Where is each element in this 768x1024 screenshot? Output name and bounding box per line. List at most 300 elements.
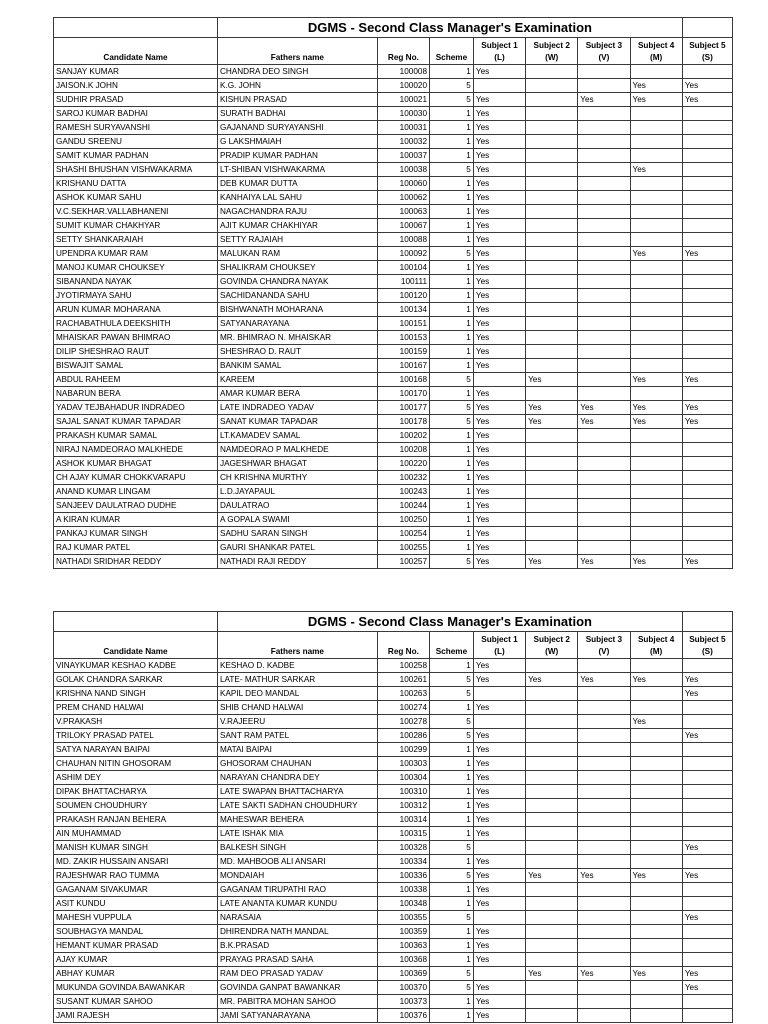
subject-1-cell: Yes bbox=[473, 289, 525, 303]
subject-2-cell bbox=[526, 107, 578, 121]
candidate-name-cell: SANJAY KUMAR bbox=[54, 65, 218, 79]
subject-3-cell bbox=[578, 79, 630, 93]
subject-3-cell: Yes bbox=[578, 415, 630, 429]
table-row bbox=[54, 883, 733, 897]
subject-2-cell bbox=[526, 387, 578, 401]
scheme-cell: 1 bbox=[430, 387, 474, 401]
scheme-cell: 1 bbox=[430, 191, 474, 205]
subject-4-cell bbox=[630, 981, 682, 995]
subject-3-cell: Yes bbox=[578, 93, 630, 107]
candidate-name-cell: RAJ KUMAR PATEL bbox=[54, 541, 218, 555]
reg-no-cell: 100177 bbox=[377, 401, 429, 415]
subject-5-cell: Yes bbox=[682, 841, 732, 855]
subject-3-cell bbox=[578, 65, 630, 79]
subject-2-cell bbox=[526, 701, 578, 715]
subject-3-cell bbox=[578, 527, 630, 541]
table-row bbox=[54, 841, 733, 855]
subject-4-cell bbox=[630, 65, 682, 79]
reg-no-cell: 100336 bbox=[377, 869, 429, 883]
candidate-name-cell: SAJAL SANAT KUMAR TAPADAR bbox=[54, 415, 218, 429]
reg-no-cell: 100312 bbox=[377, 799, 429, 813]
scheme-cell: 1 bbox=[430, 541, 474, 555]
candidate-name-cell: HEMANT KUMAR PRASAD bbox=[54, 939, 218, 953]
subject-2-cell bbox=[526, 331, 578, 345]
subject-3-cell bbox=[578, 387, 630, 401]
candidate-name-cell: ASHOK KUMAR BHAGAT bbox=[54, 457, 218, 471]
subject-code: (W) bbox=[545, 647, 559, 656]
subject-4-cell bbox=[630, 429, 682, 443]
fathers-name-cell: SACHIDANANDA SAHU bbox=[217, 289, 377, 303]
subject-2-cell bbox=[526, 149, 578, 163]
subject-4-cell bbox=[630, 701, 682, 715]
table-row bbox=[54, 79, 733, 93]
subject-2-cell bbox=[526, 65, 578, 79]
reg-no-cell: 100067 bbox=[377, 219, 429, 233]
candidate-name-cell: GAGANAM SIVAKUMAR bbox=[54, 883, 218, 897]
fathers-name-cell: LATE ANANTA KUMAR KUNDU bbox=[217, 897, 377, 911]
subject-5-cell bbox=[682, 135, 732, 149]
header-subject-1 bbox=[473, 632, 525, 659]
subject-4-cell bbox=[630, 1009, 682, 1023]
subject-4-cell bbox=[630, 191, 682, 205]
candidate-name-cell: CH AJAY KUMAR CHOKKVARAPU bbox=[54, 471, 218, 485]
fathers-name-cell: GAURI SHANKAR PATEL bbox=[217, 541, 377, 555]
subject-2-cell bbox=[526, 345, 578, 359]
candidate-table bbox=[53, 611, 733, 1023]
fathers-name-cell: LT.KAMADEV SAMAL bbox=[217, 429, 377, 443]
subject-3-cell bbox=[578, 897, 630, 911]
fathers-name-cell: PRADIP KUMAR PADHAN bbox=[217, 149, 377, 163]
subject-5-cell bbox=[682, 743, 732, 757]
subject-5-cell bbox=[682, 499, 732, 513]
scheme-cell: 5 bbox=[430, 163, 474, 177]
header-subject-3 bbox=[578, 632, 630, 659]
subject-2-cell bbox=[526, 429, 578, 443]
subject-2-cell: Yes bbox=[526, 869, 578, 883]
fathers-name-cell: RAM DEO PRASAD YADAV bbox=[217, 967, 377, 981]
subject-1-cell: Yes bbox=[473, 135, 525, 149]
scheme-cell: 1 bbox=[430, 925, 474, 939]
subject-1-cell: Yes bbox=[473, 729, 525, 743]
subject-4-cell: Yes bbox=[630, 555, 682, 569]
table-row bbox=[54, 135, 733, 149]
subject-3-cell bbox=[578, 135, 630, 149]
subject-1-cell: Yes bbox=[473, 331, 525, 345]
subject-5-cell: Yes bbox=[682, 93, 732, 107]
subject-1-cell: Yes bbox=[473, 163, 525, 177]
subject-code: (M) bbox=[650, 53, 663, 62]
fathers-name-cell: KANHAIYA LAL SAHU bbox=[217, 191, 377, 205]
table-row bbox=[54, 897, 733, 911]
scheme-cell: 1 bbox=[430, 331, 474, 345]
subject-3-cell bbox=[578, 813, 630, 827]
scheme-cell: 1 bbox=[430, 429, 474, 443]
subject-1-cell bbox=[473, 373, 525, 387]
subject-1-cell: Yes bbox=[473, 275, 525, 289]
subject-2-cell bbox=[526, 757, 578, 771]
exam-table-1 bbox=[53, 17, 733, 569]
subject-4-cell bbox=[630, 785, 682, 799]
fathers-name-cell: DEB KUMAR DUTTA bbox=[217, 177, 377, 191]
subject-3-cell: Yes bbox=[578, 555, 630, 569]
table-row bbox=[54, 121, 733, 135]
subject-3-cell bbox=[578, 275, 630, 289]
scheme-cell: 1 bbox=[430, 317, 474, 331]
candidate-name-cell: DIPAK BHATTACHARYA bbox=[54, 785, 218, 799]
subject-5-cell bbox=[682, 359, 732, 373]
subject-1-cell: Yes bbox=[473, 485, 525, 499]
table-row bbox=[54, 967, 733, 981]
subject-2-cell bbox=[526, 541, 578, 555]
scheme-cell: 1 bbox=[430, 149, 474, 163]
fathers-name-cell: CHANDRA DEO SINGH bbox=[217, 65, 377, 79]
scheme-cell: 1 bbox=[430, 701, 474, 715]
candidate-name-cell: MANISH KUMAR SINGH bbox=[54, 841, 218, 855]
candidate-name-cell: PANKAJ KUMAR SINGH bbox=[54, 527, 218, 541]
subject-3-cell bbox=[578, 289, 630, 303]
scheme-cell: 1 bbox=[430, 939, 474, 953]
subject-5-cell bbox=[682, 457, 732, 471]
table-row bbox=[54, 771, 733, 785]
subject-4-cell bbox=[630, 135, 682, 149]
subject-3-cell: Yes bbox=[578, 869, 630, 883]
subject-4-cell: Yes bbox=[630, 373, 682, 387]
fathers-name-cell: MAHESWAR BEHERA bbox=[217, 813, 377, 827]
fathers-name-cell: LATE- MATHUR SARKAR bbox=[217, 673, 377, 687]
subject-3-cell bbox=[578, 827, 630, 841]
fathers-name-cell: MD. MAHBOOB ALI ANSARI bbox=[217, 855, 377, 869]
table-row bbox=[54, 233, 733, 247]
subject-2-cell bbox=[526, 771, 578, 785]
fathers-name-cell: AJIT KUMAR CHAKHIYAR bbox=[217, 219, 377, 233]
scheme-cell: 1 bbox=[430, 219, 474, 233]
scheme-cell: 1 bbox=[430, 1009, 474, 1023]
subject-3-cell bbox=[578, 443, 630, 457]
subject-1-cell: Yes bbox=[473, 107, 525, 121]
subject-5-cell bbox=[682, 387, 732, 401]
scheme-cell: 1 bbox=[430, 953, 474, 967]
subject-5-cell bbox=[682, 107, 732, 121]
subject-5-cell bbox=[682, 443, 732, 457]
fathers-name-cell: V.RAJEERU bbox=[217, 715, 377, 729]
header-fathers-name: Fathers name bbox=[217, 632, 377, 659]
reg-no-cell: 100202 bbox=[377, 429, 429, 443]
exam-table-2 bbox=[53, 611, 733, 1023]
subject-3-cell bbox=[578, 701, 630, 715]
table-row bbox=[54, 65, 733, 79]
subject-1-cell: Yes bbox=[473, 149, 525, 163]
subject-2-cell bbox=[526, 499, 578, 513]
subject-1-cell: Yes bbox=[473, 953, 525, 967]
scheme-cell: 5 bbox=[430, 967, 474, 981]
fathers-name-cell: SETTY RAJAIAH bbox=[217, 233, 377, 247]
subject-5-cell bbox=[682, 345, 732, 359]
subject-3-cell bbox=[578, 729, 630, 743]
candidate-name-cell: NIRAJ NAMDEORAO MALKHEDE bbox=[54, 443, 218, 457]
subject-2-cell bbox=[526, 953, 578, 967]
subject-5-cell bbox=[682, 219, 732, 233]
subject-4-cell bbox=[630, 841, 682, 855]
candidate-name-cell: SAMIT KUMAR PADHAN bbox=[54, 149, 218, 163]
candidate-name-cell: ASHIM DEY bbox=[54, 771, 218, 785]
reg-no-cell: 100037 bbox=[377, 149, 429, 163]
subject-1-cell bbox=[473, 841, 525, 855]
fathers-name-cell: MR. BHIMRAO N. MHAISKAR bbox=[217, 331, 377, 345]
subject-4-cell bbox=[630, 541, 682, 555]
subject-2-cell bbox=[526, 261, 578, 275]
subject-5-cell bbox=[682, 205, 732, 219]
fathers-name-cell: CH KRISHNA MURTHY bbox=[217, 471, 377, 485]
fathers-name-cell: NARAYAN CHANDRA DEY bbox=[217, 771, 377, 785]
reg-no-cell: 100315 bbox=[377, 827, 429, 841]
subject-2-cell bbox=[526, 93, 578, 107]
subject-2-cell bbox=[526, 715, 578, 729]
table-row bbox=[54, 981, 733, 995]
title-spacer-right bbox=[682, 18, 732, 38]
candidate-table bbox=[53, 17, 733, 569]
subject-3-cell bbox=[578, 911, 630, 925]
subject-code: (S) bbox=[701, 53, 713, 62]
subject-1-cell: Yes bbox=[473, 897, 525, 911]
subject-5-cell: Yes bbox=[682, 673, 732, 687]
subject-name: Subject 4 bbox=[637, 41, 675, 50]
subject-1-cell bbox=[473, 715, 525, 729]
subject-2-cell bbox=[526, 275, 578, 289]
subject-1-cell: Yes bbox=[473, 869, 525, 883]
subject-5-cell bbox=[682, 149, 732, 163]
subject-3-cell bbox=[578, 785, 630, 799]
subject-1-cell: Yes bbox=[473, 303, 525, 317]
header-reg-no: Reg No. bbox=[377, 38, 429, 65]
header-subject-4 bbox=[630, 632, 682, 659]
scheme-cell: 1 bbox=[430, 757, 474, 771]
candidate-name-cell: NATHADI SRIDHAR REDDY bbox=[54, 555, 218, 569]
subject-3-cell: Yes bbox=[578, 673, 630, 687]
title-spacer-right bbox=[682, 612, 732, 632]
subject-2-cell bbox=[526, 911, 578, 925]
subject-3-cell bbox=[578, 855, 630, 869]
scheme-cell: 1 bbox=[430, 345, 474, 359]
fathers-name-cell: GOVINDA CHANDRA NAYAK bbox=[217, 275, 377, 289]
subject-3-cell bbox=[578, 121, 630, 135]
scheme-cell: 1 bbox=[430, 121, 474, 135]
subject-3-cell bbox=[578, 995, 630, 1009]
reg-no-cell: 100263 bbox=[377, 687, 429, 701]
candidate-name-cell: JAMI RAJESH bbox=[54, 1009, 218, 1023]
subject-4-cell bbox=[630, 953, 682, 967]
scheme-cell: 5 bbox=[430, 687, 474, 701]
subject-4-cell: Yes bbox=[630, 79, 682, 93]
subject-1-cell: Yes bbox=[473, 855, 525, 869]
subject-5-cell bbox=[682, 233, 732, 247]
subject-3-cell bbox=[578, 205, 630, 219]
candidate-name-cell: MANOJ KUMAR CHOUKSEY bbox=[54, 261, 218, 275]
subject-4-cell bbox=[630, 331, 682, 345]
candidate-name-cell: KRISHNA NAND SINGH bbox=[54, 687, 218, 701]
reg-no-cell: 100359 bbox=[377, 925, 429, 939]
subject-1-cell: Yes bbox=[473, 701, 525, 715]
candidate-name-cell: VINAYKUMAR KESHAO KADBE bbox=[54, 659, 218, 673]
subject-1-cell: Yes bbox=[473, 757, 525, 771]
candidate-name-cell: RAMESH SURYAVANSHI bbox=[54, 121, 218, 135]
subject-2-cell bbox=[526, 939, 578, 953]
reg-no-cell: 100369 bbox=[377, 967, 429, 981]
subject-3-cell: Yes bbox=[578, 401, 630, 415]
candidate-name-cell: BISWAJIT SAMAL bbox=[54, 359, 218, 373]
subject-2-cell bbox=[526, 205, 578, 219]
subject-3-cell bbox=[578, 799, 630, 813]
reg-no-cell: 100299 bbox=[377, 743, 429, 757]
subject-code: (V) bbox=[598, 53, 610, 62]
table-row bbox=[54, 107, 733, 121]
fathers-name-cell: MONDAIAH bbox=[217, 869, 377, 883]
scheme-cell: 1 bbox=[430, 65, 474, 79]
candidate-name-cell: KRISHANU DATTA bbox=[54, 177, 218, 191]
subject-1-cell: Yes bbox=[473, 513, 525, 527]
table-row bbox=[54, 869, 733, 883]
reg-no-cell: 100038 bbox=[377, 163, 429, 177]
subject-1-cell: Yes bbox=[473, 541, 525, 555]
subject-2-cell bbox=[526, 799, 578, 813]
subject-5-cell: Yes bbox=[682, 869, 732, 883]
scheme-cell: 1 bbox=[430, 443, 474, 457]
subject-4-cell bbox=[630, 219, 682, 233]
subject-5-cell bbox=[682, 289, 732, 303]
table-row bbox=[54, 715, 733, 729]
subject-3-cell bbox=[578, 925, 630, 939]
fathers-name-cell: NARASAIA bbox=[217, 911, 377, 925]
header-subject-5 bbox=[682, 632, 732, 659]
reg-no-cell: 100348 bbox=[377, 897, 429, 911]
subject-2-cell bbox=[526, 687, 578, 701]
subject-4-cell: Yes bbox=[630, 869, 682, 883]
header-row bbox=[54, 632, 733, 659]
subject-4-cell bbox=[630, 303, 682, 317]
table-row bbox=[54, 177, 733, 191]
scheme-cell: 1 bbox=[430, 827, 474, 841]
subject-5-cell bbox=[682, 855, 732, 869]
table-row bbox=[54, 953, 733, 967]
table-row bbox=[54, 345, 733, 359]
candidate-name-cell: TRILOKY PRASAD PATEL bbox=[54, 729, 218, 743]
reg-no-cell: 100370 bbox=[377, 981, 429, 995]
table-row bbox=[54, 541, 733, 555]
subject-code: (V) bbox=[598, 647, 610, 656]
header-scheme: Scheme bbox=[430, 38, 474, 65]
header-subject-5 bbox=[682, 38, 732, 65]
reg-no-cell: 100250 bbox=[377, 513, 429, 527]
candidate-name-cell: DILIP SHESHRAO RAUT bbox=[54, 345, 218, 359]
subject-name: Subject 4 bbox=[637, 635, 675, 644]
table-row bbox=[54, 785, 733, 799]
table-row bbox=[54, 457, 733, 471]
subject-5-cell bbox=[682, 261, 732, 275]
reg-no-cell: 100153 bbox=[377, 331, 429, 345]
table-row bbox=[54, 191, 733, 205]
subject-3-cell bbox=[578, 457, 630, 471]
scheme-cell: 1 bbox=[430, 359, 474, 373]
page-title: DGMS - Second Class Manager's Examination bbox=[217, 612, 682, 632]
scheme-cell: 5 bbox=[430, 841, 474, 855]
subject-3-cell bbox=[578, 841, 630, 855]
table-row bbox=[54, 219, 733, 233]
subject-1-cell: Yes bbox=[473, 659, 525, 673]
subject-1-cell: Yes bbox=[473, 527, 525, 541]
subject-4-cell bbox=[630, 939, 682, 953]
subject-2-cell bbox=[526, 79, 578, 93]
reg-no-cell: 100254 bbox=[377, 527, 429, 541]
subject-2-cell bbox=[526, 841, 578, 855]
header-fathers-name: Fathers name bbox=[217, 38, 377, 65]
table-row bbox=[54, 163, 733, 177]
fathers-name-cell: SURATH BADHAI bbox=[217, 107, 377, 121]
subject-3-cell bbox=[578, 471, 630, 485]
subject-1-cell: Yes bbox=[473, 555, 525, 569]
reg-no-cell: 100314 bbox=[377, 813, 429, 827]
subject-1-cell: Yes bbox=[473, 799, 525, 813]
subject-2-cell bbox=[526, 303, 578, 317]
subject-3-cell bbox=[578, 1009, 630, 1023]
subject-3-cell bbox=[578, 485, 630, 499]
reg-no-cell: 100030 bbox=[377, 107, 429, 121]
table-row bbox=[54, 247, 733, 261]
reg-no-cell: 100304 bbox=[377, 771, 429, 785]
candidate-name-cell: SUDHIR PRASAD bbox=[54, 93, 218, 107]
candidate-name-cell: SOUMEN CHOUDHURY bbox=[54, 799, 218, 813]
subject-2-cell bbox=[526, 981, 578, 995]
subject-5-cell: Yes bbox=[682, 911, 732, 925]
scheme-cell: 1 bbox=[430, 107, 474, 121]
subject-2-cell bbox=[526, 729, 578, 743]
subject-1-cell: Yes bbox=[473, 827, 525, 841]
fathers-name-cell: SADHU SARAN SINGH bbox=[217, 527, 377, 541]
scheme-cell: 1 bbox=[430, 513, 474, 527]
subject-2-cell bbox=[526, 233, 578, 247]
table-row bbox=[54, 471, 733, 485]
subject-5-cell: Yes bbox=[682, 247, 732, 261]
scheme-cell: 1 bbox=[430, 659, 474, 673]
table-row bbox=[54, 93, 733, 107]
subject-2-cell bbox=[526, 191, 578, 205]
subject-4-cell: Yes bbox=[630, 93, 682, 107]
fathers-name-cell: GOVINDA GANPAT BAWANKAR bbox=[217, 981, 377, 995]
subject-1-cell: Yes bbox=[473, 813, 525, 827]
subject-4-cell: Yes bbox=[630, 401, 682, 415]
subject-name: Subject 5 bbox=[689, 635, 726, 644]
subject-3-cell bbox=[578, 303, 630, 317]
candidate-name-cell: ASIT KUNDU bbox=[54, 897, 218, 911]
fathers-name-cell: LATE INDRADEO YADAV bbox=[217, 401, 377, 415]
table-row bbox=[54, 701, 733, 715]
title-spacer-left bbox=[54, 612, 218, 632]
subject-5-cell bbox=[682, 527, 732, 541]
subject-3-cell bbox=[578, 317, 630, 331]
subject-name: Subject 3 bbox=[585, 41, 623, 50]
subject-5-cell bbox=[682, 513, 732, 527]
fathers-name-cell: LATE SAKTI SADHAN CHOUDHURY bbox=[217, 799, 377, 813]
subject-1-cell: Yes bbox=[473, 387, 525, 401]
scheme-cell: 1 bbox=[430, 897, 474, 911]
reg-no-cell: 100232 bbox=[377, 471, 429, 485]
scheme-cell: 5 bbox=[430, 911, 474, 925]
subject-5-cell bbox=[682, 65, 732, 79]
reg-no-cell: 100338 bbox=[377, 883, 429, 897]
subject-name: Subject 2 bbox=[533, 635, 570, 644]
table-row bbox=[54, 331, 733, 345]
reg-no-cell: 100376 bbox=[377, 1009, 429, 1023]
subject-2-cell bbox=[526, 485, 578, 499]
fathers-name-cell: K.G. JOHN bbox=[217, 79, 377, 93]
